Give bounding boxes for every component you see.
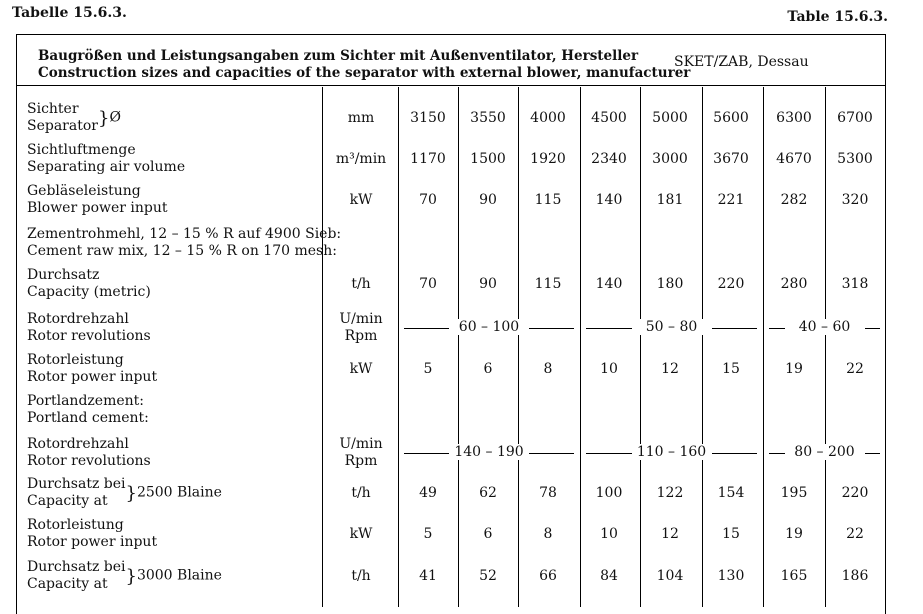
caption-german: Tabelle 15.6.3. <box>12 5 127 21</box>
brace-icon: } <box>125 482 137 504</box>
row-label-german: Sichter <box>27 101 79 117</box>
unit-cell <box>330 436 392 470</box>
unit-label: U/min <box>339 436 383 452</box>
value-cell: 78 <box>539 485 557 501</box>
range-value: 50 – 80 <box>632 319 712 335</box>
value-cell: 2340 <box>591 151 627 167</box>
row-label-english: Rotor power input <box>27 534 158 550</box>
range-value: 140 – 190 <box>449 444 529 460</box>
row-label <box>27 476 222 510</box>
row-label-german: Rotorleistung <box>27 352 124 368</box>
unit-cell <box>330 485 392 502</box>
value-cell: 115 <box>534 192 562 208</box>
row-label <box>27 393 149 427</box>
value-cell: 3670 <box>713 151 749 167</box>
value-cell: 70 <box>419 192 437 208</box>
value-cell: 12 <box>661 361 679 377</box>
unit-label: kW <box>349 361 373 377</box>
row-label <box>27 226 341 260</box>
row-label-english: Separator <box>27 118 98 134</box>
value-cell: 1170 <box>410 151 446 167</box>
value-cell: 84 <box>600 568 618 584</box>
value-cell: 5000 <box>652 110 688 126</box>
value-cell: 220 <box>717 276 745 292</box>
value-cell: 10 <box>600 361 618 377</box>
value-cell: 122 <box>656 485 684 501</box>
value-cell: 180 <box>656 276 684 292</box>
value-cell: 62 <box>479 485 497 501</box>
value-cell: 181 <box>656 192 684 208</box>
row-label <box>27 183 168 217</box>
value-cell: 90 <box>479 192 497 208</box>
value-cell: 195 <box>780 485 808 501</box>
value-cell: 154 <box>717 485 745 501</box>
value-cell: 3000 <box>652 151 688 167</box>
row-label-english: Capacity at <box>27 493 108 509</box>
value-cell: 140 <box>595 276 623 292</box>
row-label-english: Separating air volume <box>27 159 186 175</box>
unit-cell <box>330 151 392 168</box>
row-label <box>27 267 151 301</box>
value-cell: 165 <box>780 568 808 584</box>
value-cell: 282 <box>780 192 808 208</box>
value-cell: 3150 <box>410 110 446 126</box>
row-label-english: Cement raw mix, 12 – 15 % R on 170 mesh: <box>27 243 337 259</box>
row-label <box>27 142 185 176</box>
header-manufacturer: SKET/ZAB, Dessau <box>674 54 809 70</box>
unit-label: U/min <box>339 311 383 327</box>
row-label-german: Rotorleistung <box>27 517 124 533</box>
caption-english: Table 15.6.3. <box>787 9 888 25</box>
value-cell: 8 <box>543 526 553 542</box>
row-label <box>27 311 151 345</box>
value-cell: 115 <box>534 276 562 292</box>
unit-cell <box>330 110 392 127</box>
row-label-german: Durchsatz <box>27 267 100 283</box>
value-cell: 5 <box>423 361 433 377</box>
value-cell: 19 <box>785 361 803 377</box>
row-label-english: Rotor revolutions <box>27 453 151 469</box>
value-cell: 280 <box>780 276 808 292</box>
row-label-english: Blower power input <box>27 200 168 216</box>
range-value: 110 – 160 <box>632 444 712 460</box>
row-label <box>27 436 151 470</box>
table-header <box>16 34 886 86</box>
value-cell: 70 <box>419 276 437 292</box>
row-label-english: Portland cement: <box>27 410 149 426</box>
row-label-german: Sichtluftmenge <box>27 142 136 158</box>
row-label-english: Rotor revolutions <box>27 328 151 344</box>
row-label <box>27 101 121 135</box>
value-cell: 41 <box>419 568 437 584</box>
value-cell: 6 <box>483 526 493 542</box>
unit-cell <box>330 276 392 293</box>
unit-cell <box>330 526 392 543</box>
value-cell: 12 <box>661 526 679 542</box>
row-label-german: Rotordrehzahl <box>27 436 129 452</box>
value-cell: 3550 <box>470 110 506 126</box>
row-label-english: Rotor power input <box>27 369 158 385</box>
header-title <box>38 48 690 82</box>
value-cell: 4000 <box>530 110 566 126</box>
row-label-german: Gebläseleistung <box>27 183 141 199</box>
row-label-german: Durchsatz bei <box>27 476 126 492</box>
value-cell: 1500 <box>470 151 506 167</box>
value-cell: 220 <box>841 485 869 501</box>
row-label-extra: 2500 Blaine <box>136 484 222 501</box>
value-cell: 90 <box>479 276 497 292</box>
brace-icon: } <box>125 565 137 587</box>
value-cell: 5 <box>423 526 433 542</box>
row-label-german: Durchsatz bei <box>27 559 126 575</box>
value-cell: 6300 <box>776 110 812 126</box>
unit-cell <box>330 311 392 345</box>
range-value: 40 – 60 <box>785 319 865 335</box>
unit-label: kW <box>349 526 373 542</box>
row-label-german: Portlandzement: <box>27 393 144 409</box>
value-cell: 186 <box>841 568 869 584</box>
row-label <box>27 517 157 551</box>
value-cell: 6 <box>483 361 493 377</box>
row-label <box>27 352 157 386</box>
unit-cell <box>330 361 392 378</box>
value-cell: 221 <box>717 192 745 208</box>
value-cell: 320 <box>841 192 869 208</box>
value-cell: 4670 <box>776 151 812 167</box>
row-label-extra: 3000 Blaine <box>136 567 222 584</box>
unit-label: t/h <box>351 276 371 292</box>
row-label-german: Rotordrehzahl <box>27 311 129 327</box>
header-title-english: Construction sizes and capacities of the separator with external blower, manufacturer <box>38 65 691 81</box>
value-cell: 49 <box>419 485 437 501</box>
value-cell: 5600 <box>713 110 749 126</box>
brace-icon: } <box>97 107 110 129</box>
value-cell: 8 <box>543 361 553 377</box>
header-title-german: Baugrößen und Leistungsangaben zum Sichter mit Außenventilator, Hersteller <box>38 48 639 64</box>
row-label <box>27 559 222 593</box>
value-cell: 318 <box>841 276 869 292</box>
value-cell: 15 <box>722 361 740 377</box>
range-value: 60 – 100 <box>449 319 529 335</box>
row-label-german: Zementrohmehl, 12 – 15 % R auf 4900 Sieb: <box>27 226 342 242</box>
value-cell: 5300 <box>837 151 873 167</box>
unit-label-secondary: Rpm <box>344 453 378 469</box>
value-cell: 130 <box>717 568 745 584</box>
value-cell: 52 <box>479 568 497 584</box>
unit-cell <box>330 192 392 209</box>
value-cell: 10 <box>600 526 618 542</box>
unit-label-secondary: Rpm <box>344 328 378 344</box>
unit-label: t/h <box>351 568 371 584</box>
value-cell: 66 <box>539 568 557 584</box>
unit-cell <box>330 568 392 585</box>
value-cell: 100 <box>595 485 623 501</box>
value-cell: 6700 <box>837 110 873 126</box>
value-cell: 104 <box>656 568 684 584</box>
value-cell: 4500 <box>591 110 627 126</box>
row-label-extra: Ø <box>109 109 121 126</box>
value-cell: 140 <box>595 192 623 208</box>
unit-label: kW <box>349 192 373 208</box>
unit-label: mm <box>347 110 375 126</box>
row-label-english: Capacity (metric) <box>27 284 151 300</box>
value-cell: 15 <box>722 526 740 542</box>
unit-label: m³/min <box>335 151 387 167</box>
value-cell: 22 <box>846 361 864 377</box>
value-cell: 22 <box>846 526 864 542</box>
unit-label: t/h <box>351 485 371 501</box>
range-value: 80 – 200 <box>785 444 865 460</box>
value-cell: 1920 <box>530 151 566 167</box>
row-label-english: Capacity at <box>27 576 108 592</box>
column-rule-0 <box>322 87 323 607</box>
value-cell: 19 <box>785 526 803 542</box>
